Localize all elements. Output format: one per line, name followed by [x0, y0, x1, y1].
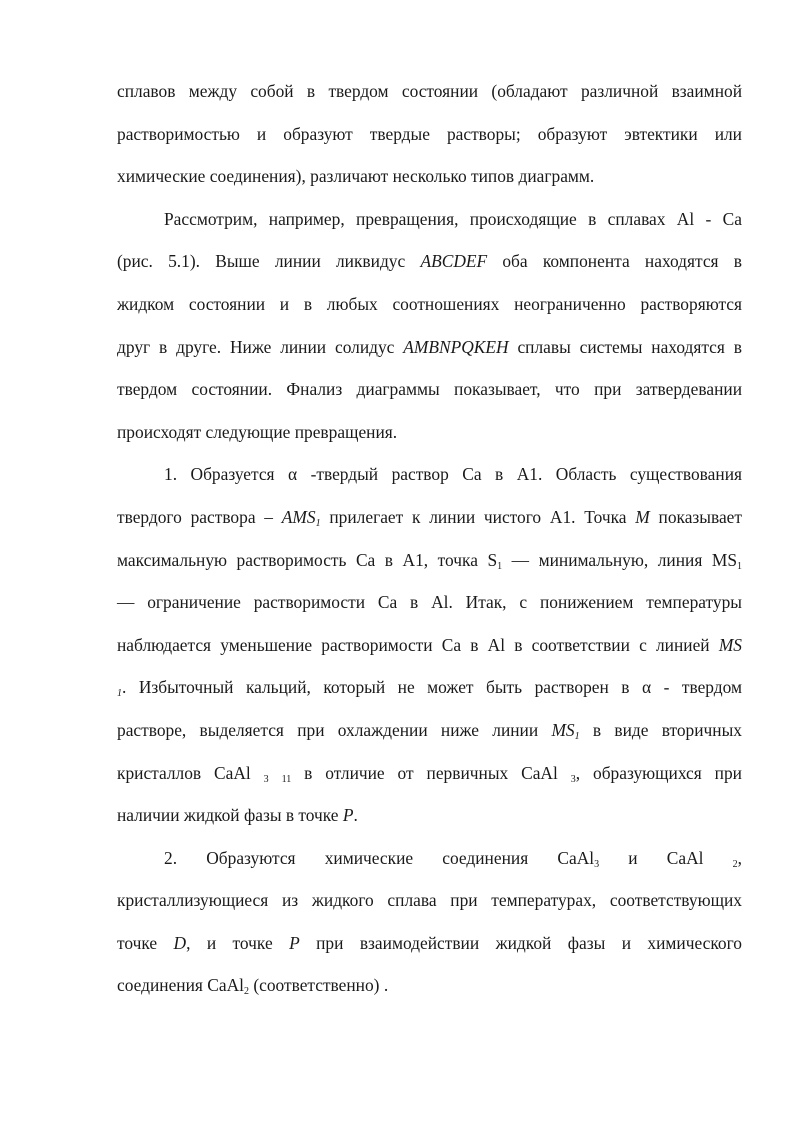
text-line: наличии жидкой фазы в точке P. — [117, 805, 358, 826]
paragraph-item-1 — [117, 453, 742, 836]
paragraph-item-2 — [117, 837, 742, 1007]
text-line: твердом состоянии. Фнализ диаграммы показывает, что при затвердевании — [117, 379, 742, 400]
text-line: химические соединения), различают несколько типов диаграмм. — [117, 166, 595, 187]
text-line: кристаллов CaAl $_3$ $_{11}$ в отличие от первичных CaAl $_3$, образующихся при — [117, 762, 742, 785]
text-line: растворимостью и образуют твердые растворы; образуют эвтектики или — [117, 123, 742, 144]
text-line: друг в друге. Ниже линии солидус AMBNPQKEH сплавы системы находятся в — [117, 336, 742, 357]
paragraph-al-ca — [117, 198, 742, 454]
text-line: Рассмотрим, например, превращения, происходящие в сплавах Al - Ca — [164, 208, 742, 229]
text-line: 2. Образуются химические соединения CaAl$_3$ и CaAl $_2$, — [164, 847, 742, 870]
text-line: твердого раствора – $AMS_1$ прилегает к линии чистого А1. Точка М показывает — [117, 506, 742, 529]
text-line: соединения CaAl$_2$ (соответственно) . — [117, 975, 389, 998]
solidus-label: AMBNPQKEH — [403, 336, 509, 357]
text-line: максимальную растворимость Ca в А1, точка $S_1$ — минимальную, линия $MS_1$ — [117, 549, 742, 572]
text-line: происходят следующие превращения. — [117, 421, 398, 442]
text-line: (рис. 5.1). Выше линии ликвидус ABCDEF оба компонента находятся в — [117, 251, 742, 272]
document-page — [117, 70, 742, 1007]
text-line: сплавов между собой в твердом состоянии (обладают различной взаимной — [117, 81, 742, 101]
text-line: точке D, и точке P при взаимодействии жидкой фазы и химического — [117, 932, 742, 953]
text-line: наблюдается уменьшение растворимости Ca в Al в соответствии с линией MS — [117, 634, 742, 655]
text-line: растворе, выделяется при охлаждении ниже линии $MS_1$ в виде вторичных — [117, 719, 742, 742]
text-line: жидком состоянии и в любых соотношениях неограниченно растворяются — [117, 293, 742, 314]
text-line: — ограничение растворимости Ca в Al. Итак, с понижением температуры — [117, 592, 742, 613]
paragraph-intro — [117, 70, 742, 198]
text-line: $_1$. Избыточный кальций, который не может быть растворен в α - твердом — [117, 677, 742, 700]
liquidus-label: ABCDEF — [420, 251, 488, 272]
text-line: 1. Образуется α -твердый раствор Ca в А1. Область существования — [164, 464, 742, 485]
text-line: кристаллизующиеся из жидкого сплава при температурах, соответствующих — [117, 890, 742, 911]
